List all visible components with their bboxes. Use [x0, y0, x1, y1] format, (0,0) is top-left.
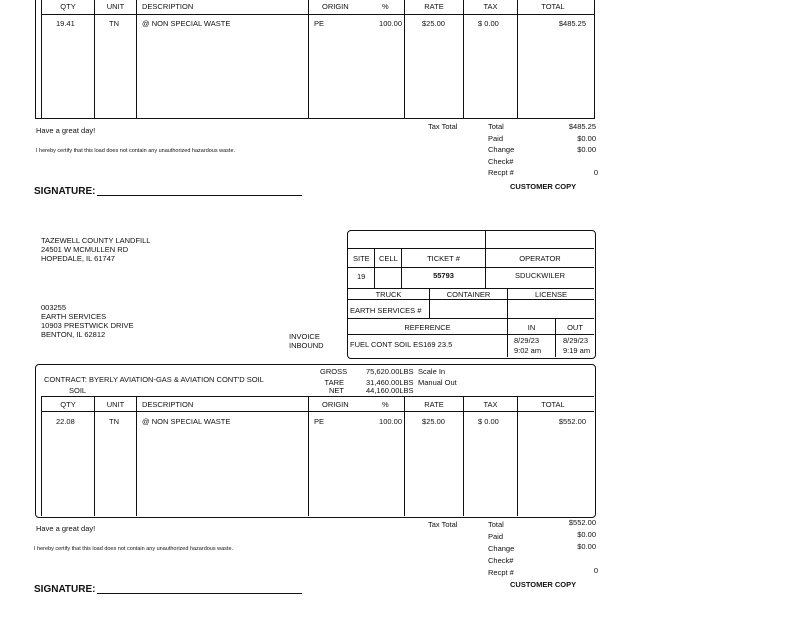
contract-label: CONTRACT: — [44, 375, 87, 384]
weight-note: Manual Out — [418, 378, 457, 387]
summary-value: $0.00 — [577, 134, 596, 143]
header-origin: ORIGIN — [322, 400, 349, 409]
in-time: 9:02 am — [514, 346, 542, 355]
tax-value: $ 0.00 — [478, 417, 499, 426]
weight-value: 75,620.00LBS — [366, 367, 414, 376]
weight-label: TARE — [324, 378, 344, 387]
summary-value: 0 — [593, 168, 598, 177]
summary-label: Change — [488, 145, 515, 154]
contract-value: BYERLY AVIATION-GAS & AVIATION CONT'D SOIL — [89, 375, 264, 384]
customer-name: EARTH SERVICES — [41, 312, 107, 321]
summary-label: Total — [488, 122, 504, 131]
tax-total-label: Tax Total — [428, 520, 458, 529]
reference-value: FUEL CONT SOIL ES169 23.5 — [350, 340, 453, 349]
out-label: OUT — [567, 323, 583, 332]
percent-value: 100.00 — [379, 417, 402, 426]
summary-value: $0.00 — [577, 542, 596, 551]
header-rate: RATE — [424, 2, 444, 11]
license-label: LICENSE — [534, 290, 568, 299]
header-percent: % — [382, 2, 389, 11]
customer-address-line2: BENTON, IL 62812 — [41, 330, 106, 339]
operator-value: SDUCKWILER — [514, 271, 565, 280]
header-origin: ORIGIN — [322, 2, 349, 11]
weight-note: Scale In — [418, 367, 446, 376]
tax-total-label: Tax Total — [428, 122, 458, 131]
summary-label: Check# — [488, 157, 514, 166]
ticket-number-value: 55793 — [433, 271, 454, 280]
signature-label: SIGNATURE: — [34, 584, 96, 595]
unit-value: TN — [109, 19, 119, 28]
truck-value: EARTH SERVICES # — [350, 306, 422, 315]
header-rate: RATE — [424, 400, 444, 409]
customer-address-line1: 10903 PRESTWICK DRIVE — [41, 321, 134, 330]
origin-value: PE — [314, 417, 325, 426]
weight-label: NET — [329, 386, 344, 395]
signature-label: SIGNATURE: — [34, 186, 96, 197]
header-description: DESCRIPTION — [142, 2, 194, 11]
out-date: 8/29/23 — [563, 336, 589, 345]
invoice-label: INVOICE — [289, 332, 320, 341]
description-value: @ NON SPECIAL WASTE — [142, 417, 231, 426]
header-tax: TAX — [483, 2, 498, 11]
container-label: CONTAINER — [446, 290, 491, 299]
description-value: @ NON SPECIAL WASTE — [142, 19, 231, 28]
total-value: $552.00 — [558, 417, 586, 426]
qty-value: 22.08 — [56, 417, 75, 426]
qty-value: 19.41 — [56, 19, 75, 28]
customer-copy-label: CUSTOMER COPY — [510, 182, 577, 191]
tax-value: $ 0.00 — [478, 19, 499, 28]
out-time: 9:19 am — [563, 346, 591, 355]
header-unit: UNIT — [106, 400, 125, 409]
summary-label: Total — [488, 520, 504, 529]
header-tax: TAX — [483, 400, 498, 409]
percent-value: 100.00 — [379, 19, 402, 28]
summary-value: $0.00 — [577, 145, 596, 154]
summary-label: Check# — [488, 556, 514, 565]
weight-value: 44,160.00LBS — [366, 386, 414, 395]
landfill-name: TAZEWELL COUNTY LANDFILL — [41, 236, 151, 245]
site-value: 19 — [357, 272, 366, 281]
summary-value: $0.00 — [577, 530, 596, 539]
header-qty: QTY — [60, 400, 76, 409]
site-label: SITE — [353, 254, 370, 263]
signature-line — [97, 195, 302, 196]
greeting: Have a great day! — [36, 126, 96, 135]
cell-label: CELL — [379, 254, 398, 263]
signature-line — [97, 593, 302, 594]
greeting: Have a great day! — [36, 524, 96, 533]
origin-value: PE — [314, 19, 325, 28]
summary-label: Recpt # — [488, 168, 514, 177]
ticket-number-label: TICKET # — [427, 254, 460, 263]
summary-value: $552.00 — [568, 518, 596, 527]
header-qty: QTY — [60, 2, 76, 11]
certification-text: I hereby certify that this load does not contain any unauthorized hazardous waste. — [34, 546, 234, 552]
header-description: DESCRIPTION — [142, 400, 194, 409]
in-label: IN — [527, 323, 536, 332]
landfill-address-line2: HOPEDALE, IL 61747 — [41, 254, 115, 263]
header-percent: % — [382, 400, 389, 409]
summary-label: Paid — [488, 134, 504, 143]
rate-value: $25.00 — [422, 19, 445, 28]
inbound-label: INBOUND — [289, 341, 324, 350]
summary-value: $485.25 — [568, 122, 596, 131]
customer-id: 003255 — [41, 303, 67, 312]
in-date: 8/29/23 — [514, 336, 540, 345]
reference-label: REFERENCE — [404, 323, 451, 332]
rate-value: $25.00 — [422, 417, 445, 426]
certification-text: I hereby certify that this load does not contain any unauthorized hazardous waste. — [36, 148, 236, 154]
operator-label: OPERATOR — [519, 254, 561, 263]
summary-label: Paid — [488, 532, 504, 541]
header-unit: UNIT — [106, 2, 125, 11]
weight-label: GROSS — [320, 367, 348, 376]
header-total: TOTAL — [541, 400, 565, 409]
weight-value: 31,460.00LBS — [366, 378, 414, 387]
header-total: TOTAL — [541, 2, 565, 11]
contract-line2: SOIL — [69, 386, 87, 395]
summary-value: 0 — [593, 566, 598, 575]
total-value: $485.25 — [558, 19, 586, 28]
unit-value: TN — [109, 417, 119, 426]
summary-label: Recpt # — [488, 568, 514, 577]
truck-label: TRUCK — [375, 290, 402, 299]
customer-copy-label: CUSTOMER COPY — [510, 580, 577, 589]
landfill-address-line1: 24501 W MCMULLEN RD — [41, 245, 129, 254]
summary-label: Change — [488, 544, 515, 553]
